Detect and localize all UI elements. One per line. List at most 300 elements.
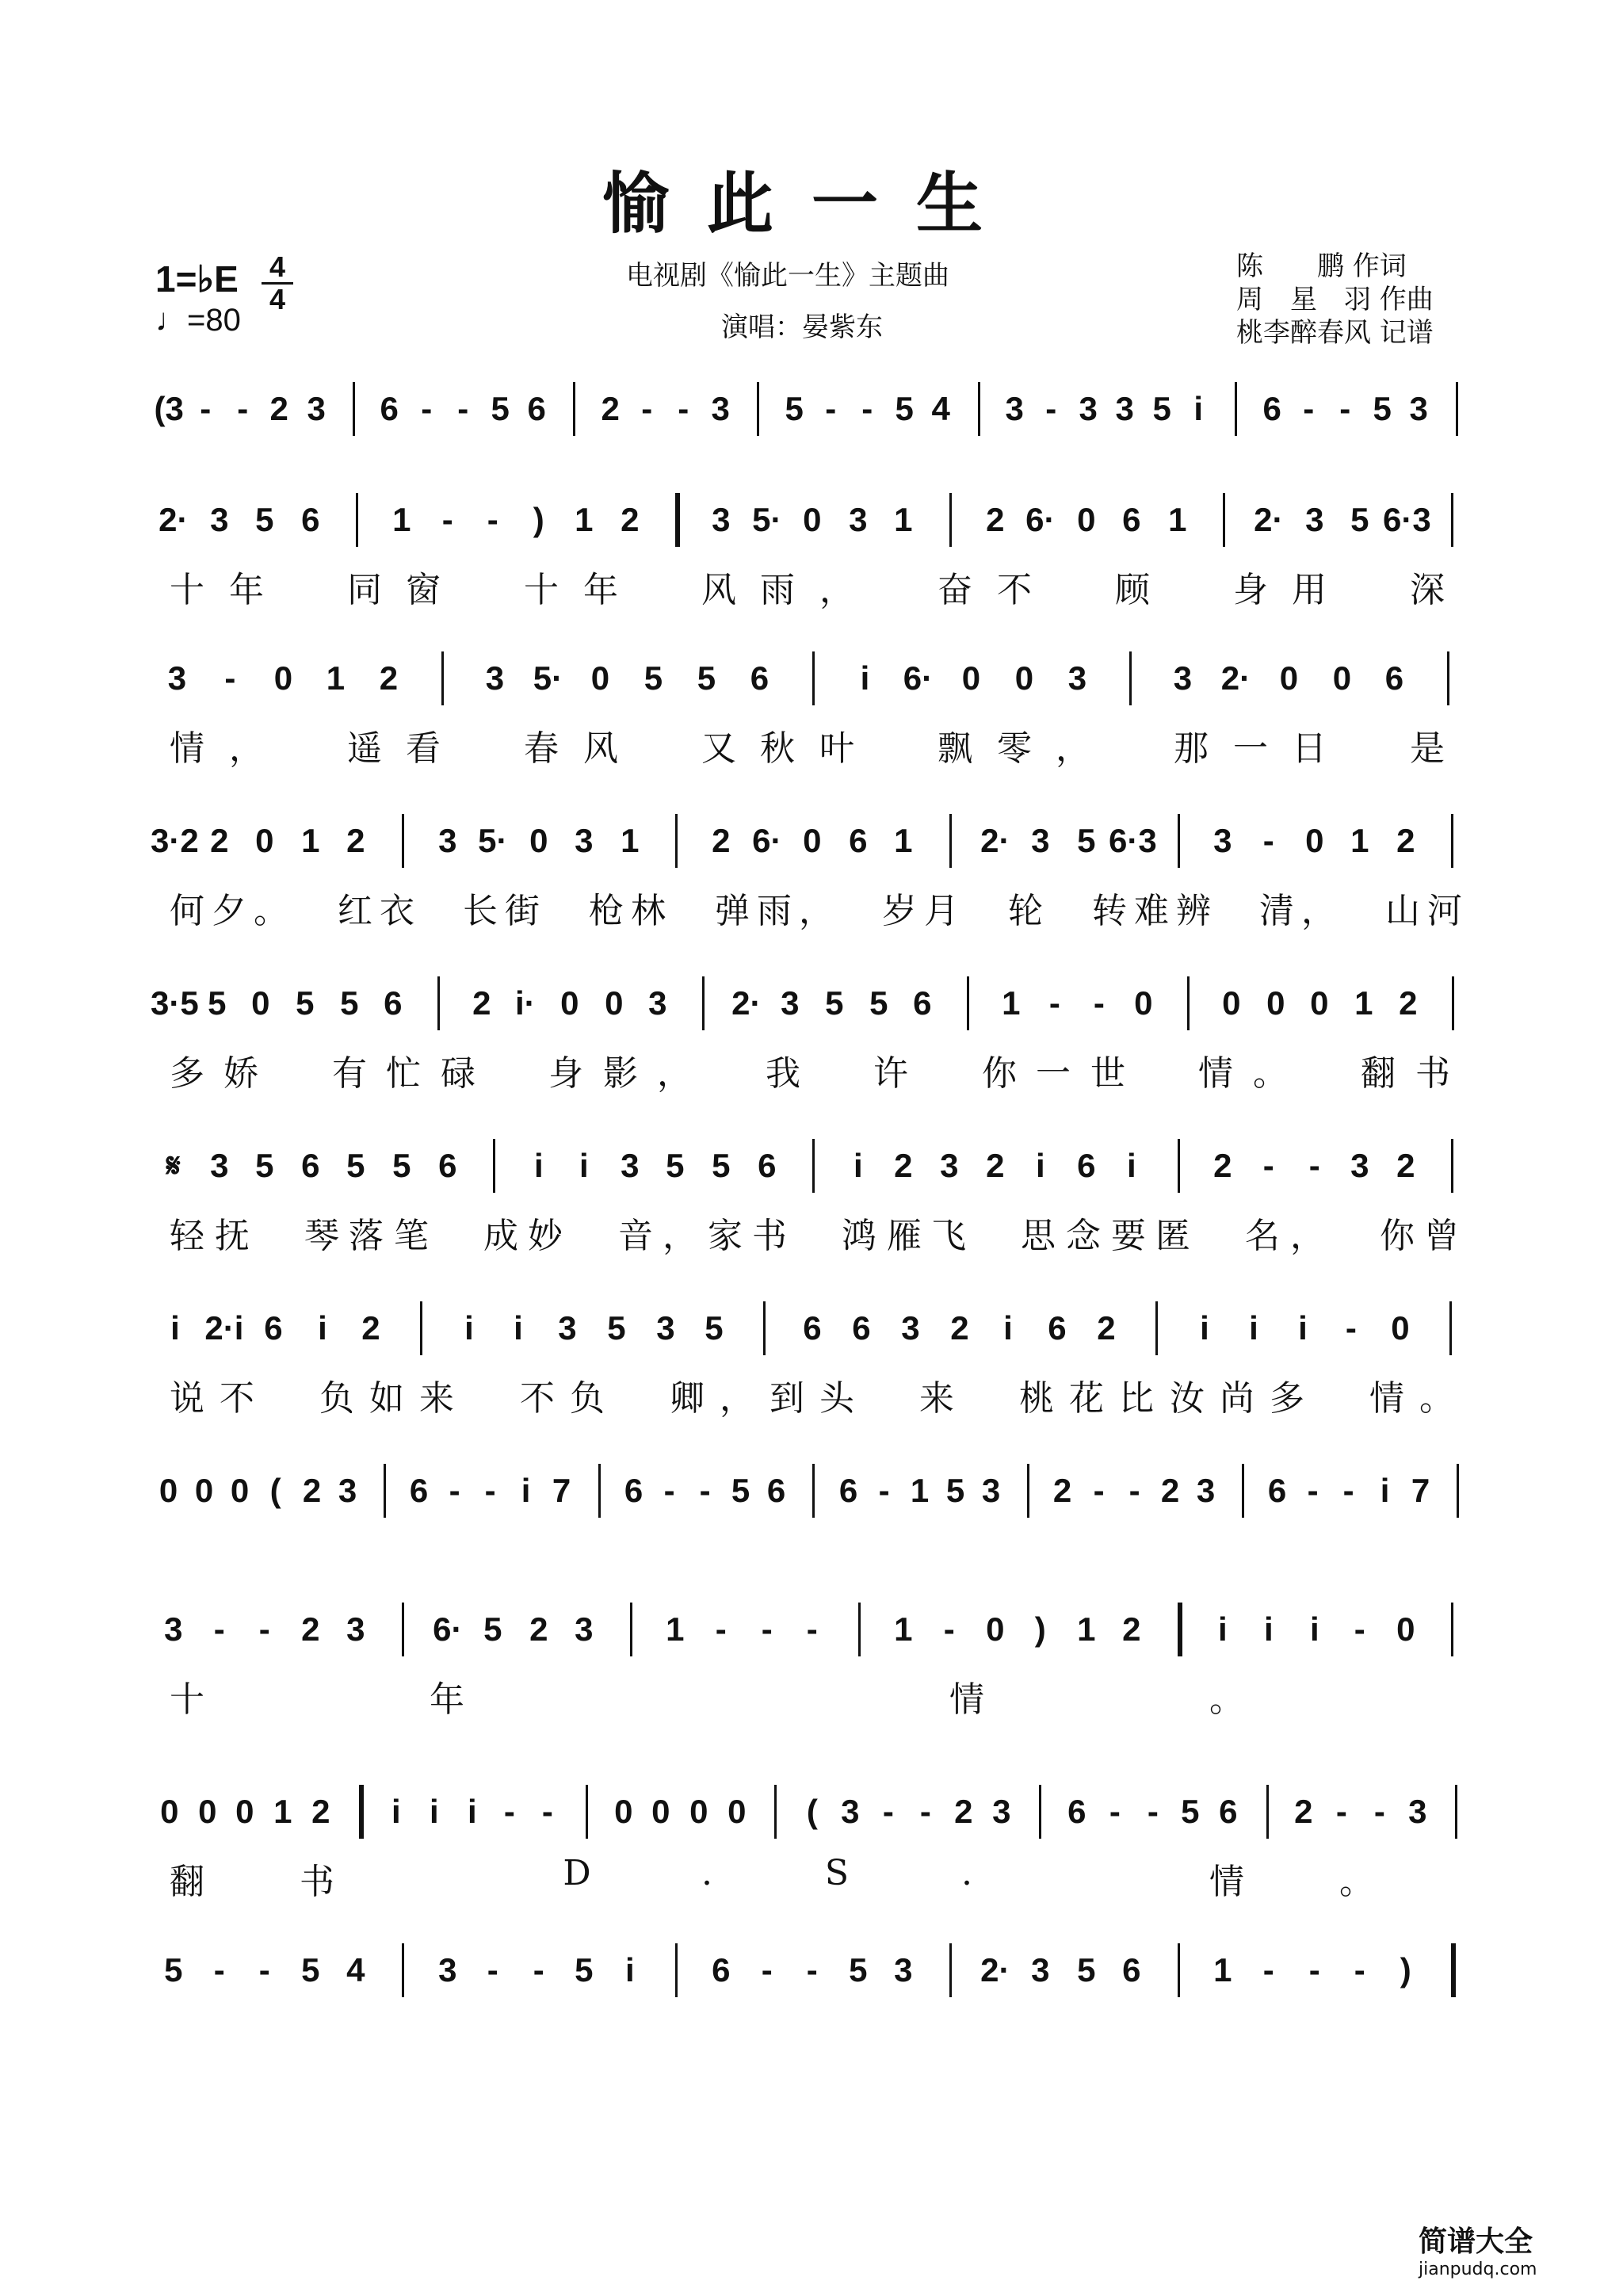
lyric-char: 世 (1090, 1053, 1125, 1094)
lyric-char: 娇 (223, 1053, 258, 1094)
note: 0 (986, 1610, 1005, 1648)
note: - (258, 1610, 270, 1648)
lyric-char: 桃 (1019, 1378, 1054, 1419)
lyric-char: 琴 (304, 1216, 339, 1256)
note: i (853, 1147, 863, 1184)
note: 6 (384, 984, 403, 1022)
credit-composer: 周 星 羽 作曲 (1236, 284, 1434, 315)
lyric-char: 翻 (170, 1862, 204, 1902)
note: 1 (326, 659, 346, 697)
note: i (533, 1147, 544, 1184)
lyric-char: 书 (300, 1862, 334, 1902)
lyric-char: ， (1301, 891, 1336, 931)
lyric-char: 不 (220, 1378, 254, 1419)
lyric-char: 深 (1410, 570, 1445, 610)
note: 5 (607, 1309, 626, 1347)
lyric-char: 曾 (1424, 1216, 1459, 1256)
barline (1447, 651, 1449, 705)
note: 6· (903, 659, 934, 697)
note: 6· (1025, 501, 1056, 538)
note: 2· (158, 501, 189, 538)
lyric-char: 。 (1209, 1679, 1244, 1720)
watermark-logo: 简谱大全 jianpudq.com (1419, 2225, 1537, 2279)
note: 3 (438, 822, 457, 859)
lyric-char: . (961, 1853, 972, 1893)
note: 3·2 (151, 822, 199, 859)
lyric-char: 妙 (528, 1216, 563, 1256)
note: 3 (338, 1472, 357, 1509)
note: 5 (666, 1147, 685, 1184)
barline (1455, 1785, 1457, 1839)
lyric-char: 许 (873, 1053, 908, 1094)
barline (437, 976, 440, 1030)
note: - (200, 390, 212, 427)
note: 3 (346, 1610, 365, 1648)
note: - (1093, 984, 1105, 1022)
note: 1 (1077, 1610, 1096, 1648)
note: 6 (1067, 1793, 1086, 1830)
note: 3 (558, 1309, 577, 1347)
note: 0 (961, 659, 981, 697)
lyric-char: 窗 (406, 570, 441, 610)
lyric-char: 清 (1259, 891, 1294, 931)
lyric-char: 比 (1119, 1378, 1154, 1419)
score-system (151, 658, 1474, 769)
note: 5 (301, 1951, 320, 1988)
note: 3 (1173, 659, 1193, 697)
note: - (487, 501, 498, 538)
barline (1451, 1603, 1453, 1656)
note: 0 (1077, 501, 1096, 538)
lyric-char: 同 (347, 570, 382, 610)
barline (1451, 1943, 1456, 1997)
lyric-char: 是 (1410, 728, 1445, 769)
note: 3 (1305, 501, 1324, 538)
note: 5 (705, 1309, 724, 1347)
note: 0 (230, 1472, 250, 1509)
barline (1178, 1139, 1180, 1193)
note: - (1373, 1793, 1385, 1830)
note: 2 (302, 1472, 322, 1509)
notes-row (151, 1609, 1474, 1656)
note: 5 (825, 984, 844, 1022)
lyric-char: 叶 (819, 728, 854, 769)
note: - (1262, 1147, 1274, 1184)
barline (757, 382, 759, 436)
barline (402, 1603, 404, 1656)
lyric-char: 。 (1253, 1053, 1288, 1094)
lyric-char: 不 (520, 1378, 555, 1419)
barline (763, 1301, 766, 1355)
note: - (715, 1610, 727, 1648)
singer: 演唱：晏紫东 (721, 311, 883, 343)
note: 6 (527, 390, 546, 427)
note: i (391, 1793, 401, 1830)
note: 5 (340, 984, 359, 1022)
note: - (1048, 984, 1060, 1022)
note: 0 (1391, 1309, 1410, 1347)
note: 3 (656, 1309, 675, 1347)
note: 5 (255, 501, 274, 538)
lyric-char: 又 (701, 728, 736, 769)
barline (356, 493, 358, 547)
lyric-char: 。 (1339, 1862, 1374, 1902)
note: - (533, 1951, 544, 1988)
note: - (1308, 1951, 1320, 1988)
lyric-char: 春 (524, 728, 559, 769)
note: 6 (838, 1472, 858, 1509)
note: - (541, 1793, 553, 1830)
lyrics-row (151, 1853, 1474, 1902)
notes-row (151, 1308, 1474, 1355)
lyric-char: 多 (1270, 1378, 1304, 1419)
note: i (1217, 1610, 1228, 1648)
note: 6 (1122, 1951, 1141, 1988)
lyric-char: 年 (430, 1679, 464, 1720)
lyric-char: 笔 (394, 1216, 429, 1256)
lyric-char: 书 (1415, 1053, 1450, 1094)
note: 0 (1266, 984, 1285, 1022)
score-system (151, 1145, 1474, 1256)
note: 2 (346, 822, 365, 859)
note: 6 (409, 1472, 429, 1509)
note: 6 (380, 390, 399, 427)
note: 6 (849, 822, 868, 859)
note: - (421, 390, 433, 427)
note: i (1126, 1147, 1136, 1184)
note: 3 (712, 501, 731, 538)
note: 0 (198, 1793, 217, 1830)
lyric-char: 雨 (757, 891, 792, 931)
barline (858, 1603, 861, 1656)
note: 2· (980, 822, 1010, 859)
note: 6 (852, 1309, 871, 1347)
note: 5 (575, 1951, 594, 1988)
lyric-char: 风 (701, 570, 736, 610)
note: 𝄋 (166, 1147, 181, 1184)
lyric-char: 思 (1021, 1216, 1056, 1256)
lyric-char: 情 (170, 728, 204, 769)
lyric-char: 。 (254, 891, 288, 931)
note: 0 (1332, 659, 1352, 697)
note: 1 (894, 822, 913, 859)
note: 2 (1399, 984, 1418, 1022)
note: 0 (560, 984, 579, 1022)
barline (675, 1943, 678, 1997)
note: - (1262, 1951, 1274, 1988)
lyric-char: 你 (1380, 1216, 1415, 1256)
note: 3 (849, 501, 868, 538)
lyric-char: 街 (505, 891, 540, 931)
lyric-char: 夕 (212, 891, 246, 931)
note: 1 (894, 1610, 913, 1648)
note: 6 (803, 1309, 822, 1347)
lyric-char: 翻 (1361, 1053, 1396, 1094)
lyric-char: 念 (1066, 1216, 1101, 1256)
barline (1235, 382, 1237, 436)
lyric-char: 家 (708, 1216, 743, 1256)
note: 6 (438, 1147, 457, 1184)
note: 3 (648, 984, 667, 1022)
barline (675, 493, 680, 547)
note: 3 (1115, 390, 1134, 427)
note: 5 (1181, 1793, 1200, 1830)
note: 1 (1350, 822, 1369, 859)
note: 0 (605, 984, 624, 1022)
note: i (318, 1309, 327, 1347)
note: 5 (208, 984, 227, 1022)
barline (384, 1464, 386, 1518)
note: 2· (1254, 501, 1284, 538)
note: 6 (1384, 659, 1404, 697)
note: - (761, 1610, 773, 1648)
note: 6 (301, 1147, 320, 1184)
note: 3 (1079, 390, 1098, 427)
note: 2 (954, 1793, 973, 1830)
note: 5 (346, 1147, 365, 1184)
note: - (441, 501, 453, 538)
note: 0 (1134, 984, 1153, 1022)
note: i (1035, 1147, 1045, 1184)
note: - (449, 1472, 460, 1509)
note: 1 (1002, 984, 1021, 1022)
note: 2 (311, 1793, 330, 1830)
lyric-char: 有 (332, 1053, 367, 1094)
note: ) (1400, 1951, 1411, 1988)
lyric-char: 名 (1245, 1216, 1280, 1256)
note: 3 (992, 1793, 1011, 1830)
note: 3 (621, 1147, 640, 1184)
note: 5 (731, 1472, 750, 1509)
lyric-char: 衣 (380, 891, 414, 931)
barline (586, 1785, 588, 1839)
lyric-char: ， (229, 728, 264, 769)
note: 3 (1067, 659, 1087, 697)
note: 0 (1396, 1610, 1415, 1648)
note: 6·3 (1109, 822, 1157, 859)
note: i (1380, 1472, 1390, 1509)
lyric-char: 要 (1111, 1216, 1146, 1256)
lyric-char: 鸿 (842, 1216, 876, 1256)
lyric-char: 风 (583, 728, 618, 769)
note: 0 (614, 1793, 633, 1830)
lyric-char: ， (819, 570, 854, 610)
note: - (882, 1793, 894, 1830)
score-system (151, 1950, 1474, 2061)
note: - (761, 1951, 773, 1988)
note: 6 (1262, 390, 1281, 427)
note: 6 (1048, 1309, 1067, 1347)
tempo-mark: ♩=80 (155, 303, 241, 338)
note: 2 (950, 1309, 969, 1347)
note: 1 (575, 501, 594, 538)
note: 2· (731, 984, 762, 1022)
note: - (1109, 1793, 1121, 1830)
note: 5· (533, 659, 563, 697)
note: 2 (379, 659, 399, 697)
lyric-char: 飘 (938, 728, 972, 769)
score-system (151, 388, 1474, 499)
lyric-char: 情 (949, 1679, 984, 1720)
note: 5 (491, 390, 510, 427)
note: ( (806, 1793, 818, 1830)
lyric-char: 影 (603, 1053, 638, 1094)
note: 0 (803, 822, 822, 859)
note: 3 (894, 1951, 913, 1988)
lyric-char: 我 (766, 1053, 800, 1094)
note: 2 (1160, 1472, 1180, 1509)
note: - (943, 1610, 955, 1648)
barline (675, 814, 678, 868)
note: 2· (980, 1951, 1010, 1988)
note: 0 (689, 1793, 708, 1830)
note: 1 (910, 1472, 930, 1509)
note: 3·5 (151, 984, 199, 1022)
score-system (151, 1308, 1474, 1419)
lyric-char: 岁 (882, 891, 917, 931)
barline (598, 1464, 601, 1518)
note: 2 (1213, 1147, 1232, 1184)
note: (3 (154, 390, 184, 427)
note: i (468, 1793, 477, 1830)
note: 0 (803, 501, 822, 538)
note: - (224, 659, 236, 697)
note: 3 (841, 1793, 860, 1830)
lyrics-row (151, 882, 1474, 931)
barline (1178, 1943, 1180, 1997)
note: - (1303, 390, 1315, 427)
credit-lyricist: 陈 鹏 作词 (1236, 250, 1407, 282)
note: 2 (210, 822, 229, 859)
lyric-char: S (824, 1853, 850, 1893)
note: - (919, 1793, 931, 1830)
note: 3 (485, 659, 505, 697)
barline (1039, 1785, 1041, 1839)
lyric-char: 奋 (938, 570, 972, 610)
note: 2 (269, 390, 288, 427)
note: i (1298, 1309, 1308, 1347)
lyrics-row (151, 1207, 1474, 1256)
lyric-char: 弹 (715, 891, 750, 931)
note: 2·i (204, 1309, 244, 1347)
note: 2 (986, 501, 1005, 538)
note: - (806, 1951, 818, 1988)
note: 5 (164, 1951, 183, 1988)
score-system (151, 983, 1474, 1094)
note: 2 (301, 1610, 320, 1648)
note: 5 (869, 984, 888, 1022)
note: 2 (361, 1309, 380, 1347)
note: 2 (1294, 1793, 1313, 1830)
lyric-char: 顾 (1115, 570, 1150, 610)
note: 6 (758, 1147, 777, 1184)
note: i (579, 1147, 589, 1184)
note: 1 (273, 1793, 292, 1830)
lyrics-row (151, 1045, 1474, 1094)
lyrics-row (151, 1370, 1474, 1419)
credit-transcriber: 桃李醉春风 记谱 (1236, 317, 1434, 349)
note: 5 (785, 390, 804, 427)
notes-row (151, 1950, 1474, 1997)
lyric-char: ， (720, 1378, 754, 1419)
lyric-char: 转 (1092, 891, 1127, 931)
lyric-char: 多 (170, 1053, 204, 1094)
note: - (1147, 1793, 1159, 1830)
note: 0 (194, 1472, 214, 1509)
note: 5 (1152, 390, 1171, 427)
note: 2 (1122, 1610, 1141, 1648)
note: 3 (981, 1472, 1001, 1509)
note: - (213, 1951, 225, 1988)
note: - (1342, 1472, 1354, 1509)
lyric-char: 林 (631, 891, 666, 931)
note: - (878, 1472, 890, 1509)
note: 5 (945, 1472, 965, 1509)
notes-row (151, 1470, 1474, 1518)
lyric-char: 雨 (760, 570, 795, 610)
note: - (1308, 1147, 1320, 1184)
note: i (514, 1309, 523, 1347)
note: i (1263, 1610, 1274, 1648)
lyric-char: 来 (419, 1378, 454, 1419)
note: 5 (255, 1147, 274, 1184)
note: - (457, 390, 469, 427)
page-title: 愉此一生 (601, 164, 1021, 243)
note: 3 (1005, 390, 1024, 427)
note: 1 (621, 822, 640, 859)
note: 4 (931, 390, 950, 427)
lyric-char: 说 (170, 1378, 204, 1419)
note: 3 (307, 390, 326, 427)
note: 3 (1031, 1951, 1050, 1988)
lyric-char: 用 (1292, 570, 1327, 610)
lyric-char: 音 (618, 1216, 653, 1256)
note: 5 (697, 659, 716, 697)
time-signature: 4 4 (262, 252, 293, 315)
note: 1 (1213, 1951, 1232, 1988)
lyric-char: 抚 (215, 1216, 250, 1256)
note: - (1128, 1472, 1140, 1509)
barline (1178, 1603, 1182, 1656)
barline (353, 382, 355, 436)
lyric-char: ， (1290, 1216, 1325, 1256)
note: - (1339, 390, 1351, 427)
barline (1027, 1464, 1029, 1518)
note: i (430, 1793, 439, 1830)
barline (978, 382, 980, 436)
score-system (151, 1470, 1474, 1581)
note: 6· (752, 822, 782, 859)
note: 5 (895, 390, 914, 427)
lyric-char: 落 (349, 1216, 384, 1256)
note: 3 (1213, 822, 1232, 859)
lyric-char: 碌 (441, 1053, 475, 1094)
note: 3 (901, 1309, 920, 1347)
note: 5 (296, 984, 315, 1022)
note: 5 (643, 659, 663, 697)
note: 6· (433, 1610, 463, 1648)
note: 7 (1411, 1472, 1430, 1509)
lyric-char: 年 (583, 570, 618, 610)
note: 0 (1014, 659, 1034, 697)
note: - (806, 1610, 818, 1648)
notes-row (151, 983, 1474, 1030)
note: 0 (651, 1793, 670, 1830)
note: 0 (1222, 984, 1241, 1022)
note: 3 (210, 1147, 229, 1184)
note: 1 (894, 501, 913, 538)
score-system (151, 1791, 1474, 1902)
